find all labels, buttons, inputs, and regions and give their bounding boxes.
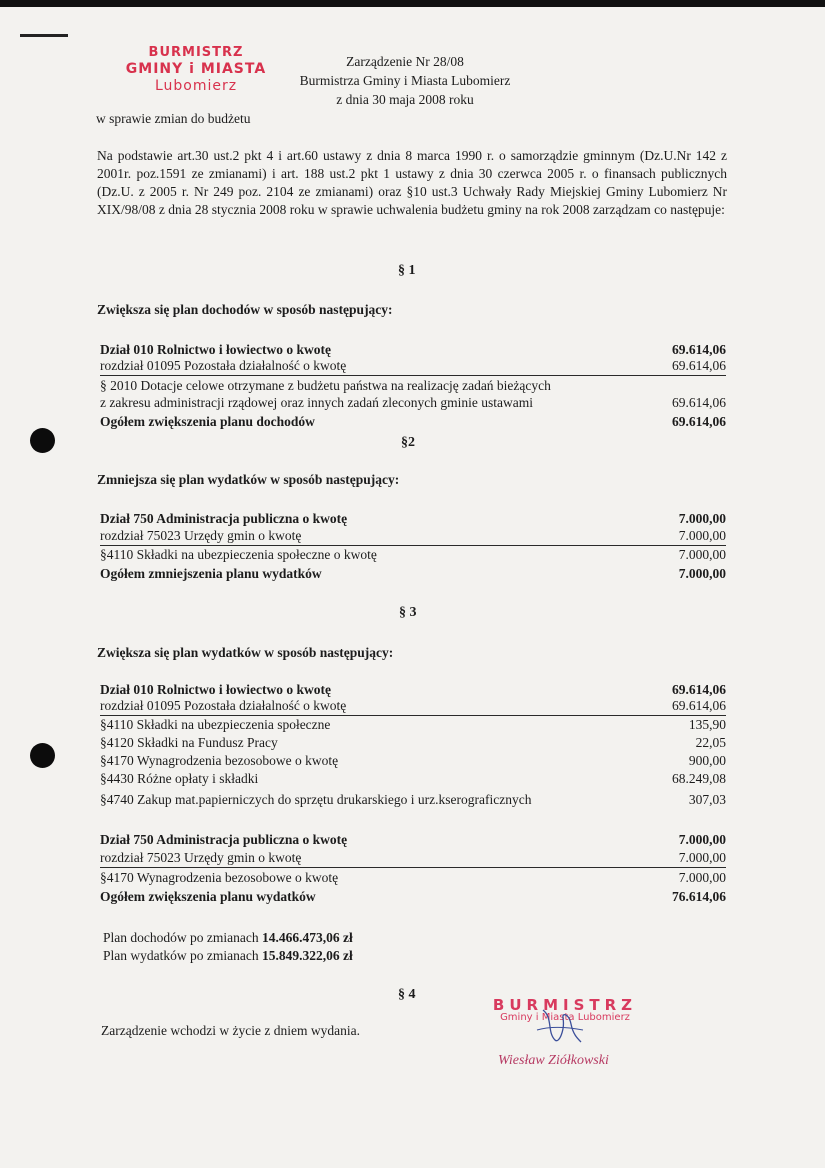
expense-item-row: §4110 Składki na ubezpieczenia społeczne 135,90 [100,717,726,732]
stamp-line: BURMISTRZ [148,45,244,60]
expense-increase-dzial-row: Dział 750 Administracja publiczna o kwotę 7.000,00 [100,832,726,847]
plan-expense-line: Plan wydatków po zmianach 15.849.322,06 zł [103,948,353,963]
expense-increase-rozdzial-row: rozdział 01095 Pozostała działalność o kwotę 69.614,06 [100,698,726,716]
document-issuer: Burmistrza Gminy i Miasta Lubomierz [299,73,511,88]
section-1-mark: § 1 [398,263,416,278]
expense-item-row: §4170 Wynagrodzenia bezosobowe o kwotę 7.000,00 [100,870,726,885]
effective-clause: Zarządzenie wchodzi w życie z dniem wydania. [101,1023,360,1038]
section-2-mark: §2 [401,435,415,450]
handwritten-signature-icon [533,1008,585,1048]
section-4-mark: § 4 [398,987,416,1002]
punch-hole [30,428,55,453]
expense-increase-total-row: Ogółem zwiększenia planu wydatków 76.614,06 [100,889,726,904]
punch-hole [30,743,55,768]
expense-decrease-dzial-row: Dział 750 Administracja publiczna o kwotę 7.000,00 [100,511,726,526]
section-1-heading: Zwiększa się plan dochodów w sposób następujący: [97,302,393,317]
plan-income-line: Plan dochodów po zmianach 14.466.473,06 zł [103,930,353,945]
expense-increase-dzial-row: Dział 010 Rolnictwo i łowiectwo o kwotę 69.614,06 [100,682,726,697]
margin-mark [20,34,68,37]
expense-decrease-total-row: Ogółem zmniejszenia planu wydatków 7.000,00 [100,566,726,581]
signatory-name: Wiesław Ziółkowski [498,1053,609,1068]
expense-decrease-rozdzial-row: rozdział 75023 Urzędy gmin o kwotę 7.000,00 [100,528,726,546]
expense-item-row: §4120 Składki na Fundusz Pracy 22,05 [100,735,726,750]
expense-decrease-item-row: §4110 Składki na ubezpieczenia społeczne o kwotę 7.000,00 [100,547,726,562]
stamp-line: GMINY i MIASTA [125,61,267,77]
document-subject: w sprawie zmian do budżetu [96,111,251,126]
expense-item-row: §4430 Różne opłaty i składki 68.249,08 [100,771,726,786]
legal-basis-paragraph: Na podstawie art.30 ust.2 pkt 4 i art.60 ustawy z dnia 8 marca 1990 r. o samorządzie gminnym (Dz.U.Nr 142 z 2001r. poz.1591 ze zmianami) i art. 188 ust.2 pkt 1 ustawy z dnia 30 czerwca 2005 r. o finansach publicznych (Dz.U. z 2005 r. Nr 249 poz. 2104 ze zmianami) oraz §10 ust.3 Uchwały Rady Miejskiej Gminy Lubomierz Nr XIX/98/08 z dnia 28 stycznia 2008 roku w sprawie uchwalenia budżetu gminy na rok 2008 zarządzam co następuje: [97,148,727,217]
income-dzial-row: Dział 010 Rolnictwo i łowiectwo o kwotę 69.614,06 [100,342,726,357]
document-date: z dnia 30 maja 2008 roku [336,92,474,107]
stamp-line: BURMISTRZ [492,996,638,1014]
income-item-line: § 2010 Dotacje celowe otrzymane z budżetu państwa na realizację zadań bieżących [100,378,551,393]
expense-item-row: §4740 Zakup mat.papierniczych do sprzętu drukarskiego i urz.kserograficznych 307,03 [100,792,726,807]
stamp-line: Lubomierz [154,78,238,94]
document-title: Zarządzenie Nr 28/08 [346,54,464,69]
income-rozdzial-row: rozdział 01095 Pozostała działalność o kwotę 69.614,06 [100,358,726,376]
section-3-heading: Zwiększa się plan wydatków w sposób następujący: [97,645,394,660]
income-item-row: z zakresu administracji rządowej oraz innych zadań zleconych gminie ustawami 69.614,06 [100,395,726,410]
expense-item-row: §4170 Wynagrodzenia bezosobowe o kwotę 900,00 [100,753,726,768]
section-2-heading: Zmniejsza się plan wydatków w sposób następujący: [97,472,400,487]
scan-top-edge [0,0,825,7]
expense-increase-rozdzial-row: rozdział 75023 Urzędy gmin o kwotę 7.000,00 [100,850,726,868]
stamp-line: Gminy i Miasta Lubomierz [500,1012,630,1023]
section-3-mark: § 3 [399,605,417,620]
income-total-row: Ogółem zwiększenia planu dochodów 69.614,06 [100,414,726,429]
